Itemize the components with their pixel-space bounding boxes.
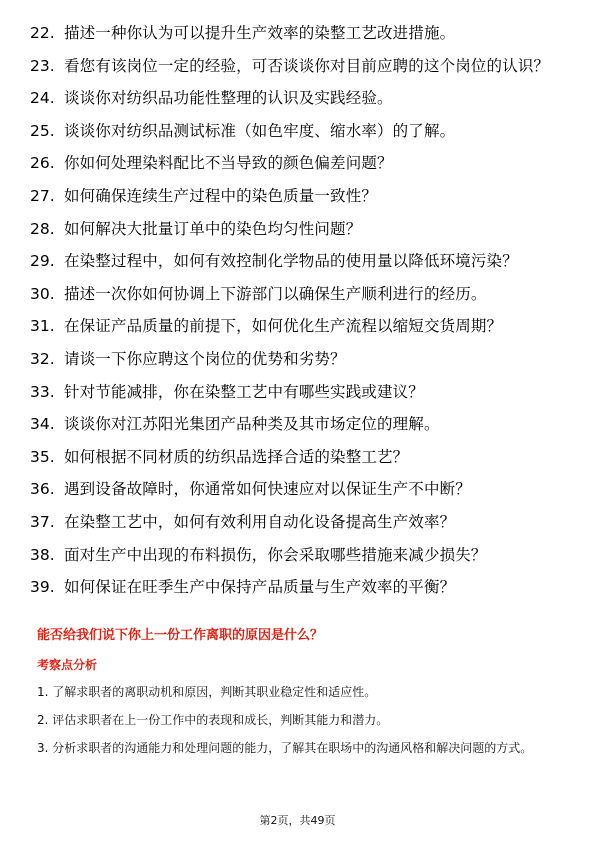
question-text: 如何保证在旺季生产中保持产品质量与生产效率的平衡？ [64, 578, 456, 597]
question-text: 看您有该岗位一定的经验，可否谈谈你对目前应聘的这个岗位的认识？ [64, 56, 550, 75]
question-item [30, 543, 560, 567]
question-text: 在保证产品质量的前提下，如何优化生产流程以缩短交货周期？ [64, 317, 503, 336]
question-text: 如何解决大批量订单中的染色均匀性问题？ [64, 219, 362, 238]
question-number: 28. [30, 219, 55, 238]
question-text: 在染整工艺中，如何有效利用自动化设备提高生产效率？ [64, 512, 456, 531]
question-item [30, 575, 560, 599]
question-number: 32. [30, 349, 55, 368]
question-item [30, 21, 560, 45]
question-item [30, 477, 560, 501]
question-number: 23. [30, 56, 55, 75]
question-number: 30. [30, 284, 55, 303]
question-text: 请谈一下你应聘这个岗位的优势和劣势？ [64, 349, 346, 368]
question-item [30, 54, 560, 78]
question-number: 25. [30, 121, 55, 140]
question-number: 27. [30, 186, 55, 205]
analysis-item: 1. 了解求职者的离职动机和原因，判断其职业稳定性和适应性。 [37, 685, 377, 699]
question-list [30, 21, 560, 608]
question-item [30, 86, 560, 110]
question-text: 谈谈你对江苏阳光集团产品种类及其市场定位的理解。 [64, 415, 440, 434]
analysis-item: 3. 分析求职者的沟通能力和处理问题的能力，了解其在职场中的沟通风格和解决问题的方式。 [37, 741, 533, 755]
question-text: 描述一次你如何协调上下游部门以确保生产顺利进行的经历。 [64, 284, 487, 303]
question-item [30, 119, 560, 143]
question-item [30, 347, 560, 371]
question-number: 33. [30, 382, 55, 401]
question-item [30, 380, 560, 404]
question-number: 39. [30, 578, 55, 597]
question-text: 如何确保连续生产过程中的染色质量一致性？ [64, 186, 378, 205]
question-number: 36. [30, 480, 55, 499]
question-item [30, 445, 560, 469]
question-item [30, 282, 560, 306]
question-number: 31. [30, 317, 55, 336]
question-text: 你如何处理染料配比不当导致的颜色偏差问题？ [64, 154, 393, 173]
question-number: 37. [30, 512, 55, 531]
question-text: 遇到设备故障时，你通常如何快速应对以保证生产不中断？ [64, 480, 471, 499]
question-text: 如何根据不同材质的纺织品选择合适的染整工艺？ [64, 447, 409, 466]
question-text: 针对节能减排，你在染整工艺中有哪些实践或建议？ [64, 382, 424, 401]
question-text: 谈谈你对纺织品测试标准（如色牢度、缩水率）的了解。 [64, 121, 456, 140]
question-number: 38. [30, 545, 55, 564]
analysis-list [37, 681, 562, 765]
question-item [30, 249, 560, 273]
question-text: 在染整过程中，如何有效控制化学物品的使用量以降低环境污染？ [64, 252, 518, 271]
question-number: 29. [30, 252, 55, 271]
question-text: 面对生产中出现的布料损伤，你会采取哪些措施来减少损失？ [64, 545, 487, 564]
question-number: 34. [30, 415, 55, 434]
question-item [30, 412, 560, 436]
question-number: 35. [30, 447, 55, 466]
highlight-question: 能否给我们说下你上一份工作离职的原因是什么？ [37, 628, 324, 643]
analysis-item: 2. 评估求职者在上一份工作中的表现和成长，判断其能力和潜力。 [37, 713, 389, 727]
question-number: 24. [30, 89, 55, 108]
question-item [30, 217, 560, 241]
analysis-title: 考察点分析 [37, 658, 98, 672]
question-item [30, 510, 560, 534]
question-item [30, 184, 560, 208]
question-number: 22. [30, 24, 55, 42]
question-item [30, 314, 560, 338]
question-text: 谈谈你对纺织品功能性整理的认识及实践经验。 [64, 89, 393, 108]
question-item [30, 151, 560, 175]
page-footer: 第2页，共49页 [259, 814, 336, 827]
question-number: 26. [30, 154, 55, 173]
question-text: 描述一种你认为可以提升生产效率的染整工艺改进措施。 [64, 24, 456, 42]
